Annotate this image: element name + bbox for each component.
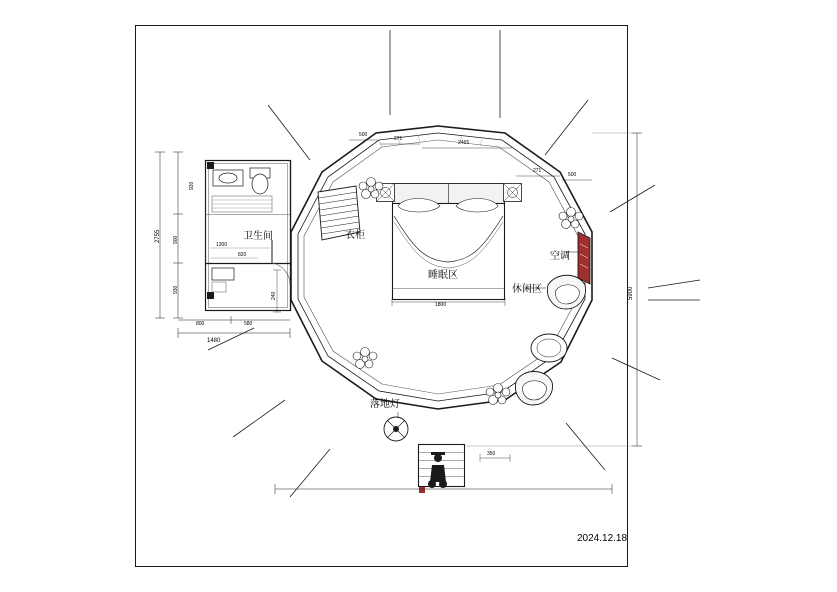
dimension-label-2465: 2465 (458, 140, 470, 146)
room-label-floor-lamp: 落地灯 (370, 399, 400, 410)
entry-door (419, 445, 465, 494)
room-label-air-conditioner: 空调 (550, 251, 570, 262)
dimension-label-271-right: 271 (533, 168, 542, 174)
dimension-label-920: 920 (189, 181, 195, 190)
dimension-label-1480: 1480 (207, 338, 221, 344)
dimension-label-240: 240 (271, 291, 277, 300)
dimension-label-500-right: 500 (568, 172, 577, 178)
dimension-label-820: 820 (238, 252, 247, 258)
dimension-label-900: 900 (173, 235, 179, 244)
dimension-label-350: 350 (487, 451, 496, 457)
bed (393, 184, 505, 300)
floor-lamp (384, 417, 408, 441)
room-label-sleeping-area: 睡眠区 (428, 270, 458, 281)
room-label-wardrobe: 衣柜 (345, 230, 365, 241)
drawing-date: 2024.12.18 (577, 533, 628, 544)
dimension-label-500-top: 500 (359, 132, 368, 138)
dimension-label-800: 800 (196, 321, 205, 327)
dimension-label-5900: 5900 (628, 286, 634, 300)
air-conditioner-unit (578, 232, 590, 284)
dimension-label-1800: 1800 (435, 302, 447, 308)
room-label-bathroom: 卫生间 (243, 231, 273, 242)
dimension-label-580: 580 (244, 321, 253, 327)
dimension-label-930: 930 (173, 285, 179, 294)
dimension-label-2755: 2755 (155, 229, 161, 243)
room-label-lounge-area: 休闲区 (512, 284, 542, 295)
dimension-label-271-left: 271 (394, 136, 403, 142)
dimension-label-1300: 1300 (216, 242, 228, 248)
